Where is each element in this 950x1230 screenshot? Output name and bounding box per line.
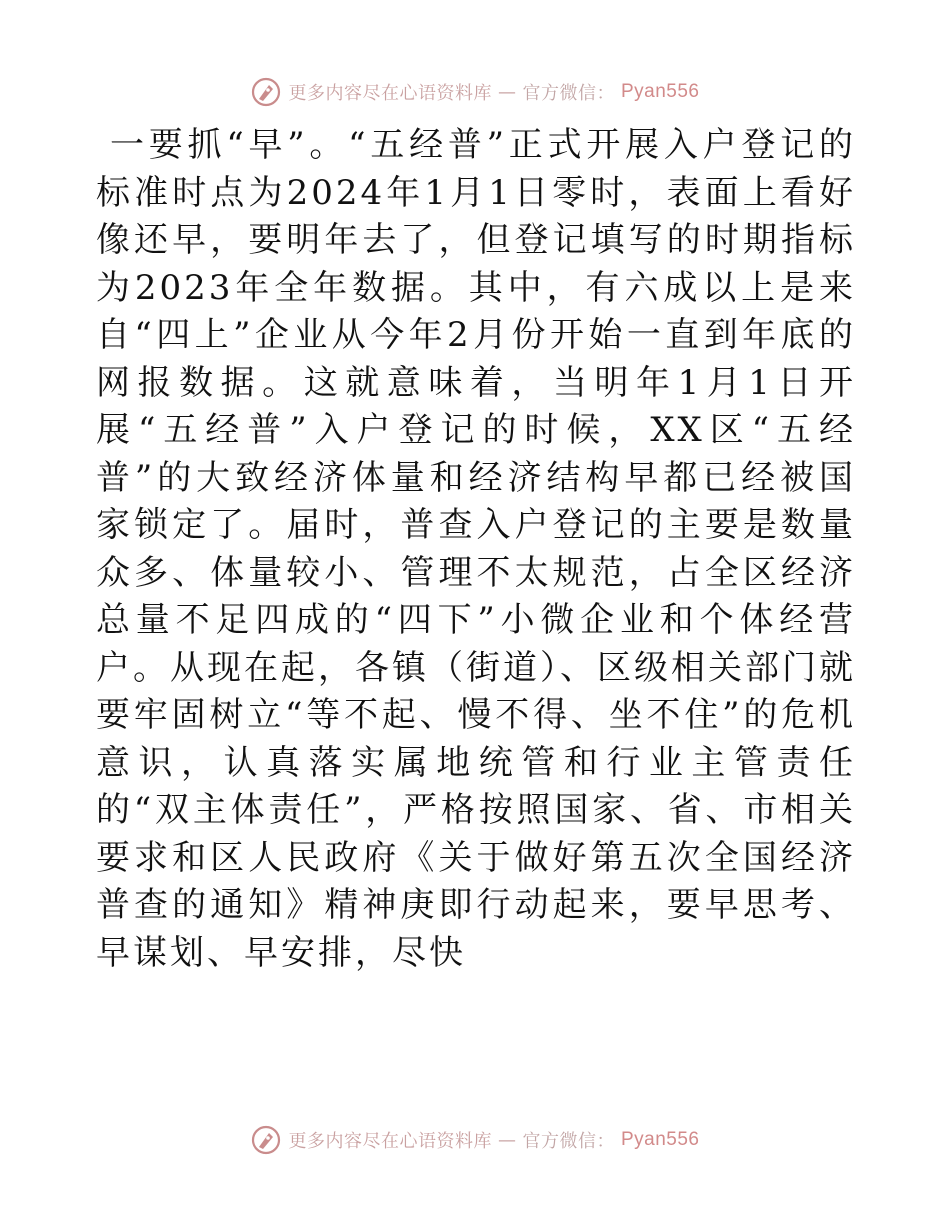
header-watermark (0, 72, 950, 112)
pen-nib-circle-icon (250, 76, 282, 108)
watermark-wechat-label: 官方微信： (522, 1131, 615, 1152)
body-paragraph: 一要抓“早”。“五经普”正式开展入户登记的标准时点为2024年1月1日零时，表面上看好像还早，要明年去了，但登记填写的时期指标为2023年全年数据。其中，有六成以上是来自“四上”企业从今年2月份开始一直到年底的网报数据。这就意味着，当明年1月1日开展“五经普”入户登记的时候，XX区“五经普”的大致经济体量和经济结构早都已经被国家锁定了。届时，普查入户登记的主要是数量众多、体量较小、管理不太规范，占全区经济总量不足四成的“四下”小微企业和个体经营户。从现在起，各镇（街道）、区级相关部门就要牢固树立“等不起、慢不得、坐不住”的危机意识，认真落实属地统管和行业主管责任的“双主体责任”，严格按照国家、省、市相关要求和区人民政府《关于做好第五次全国经济普查的通知》精神庚即行动起来，要早思考、早谋划、早安排，尽快 (96, 125, 856, 973)
watermark-site-text: 更多内容尽在心语资料库 (288, 83, 492, 104)
pen-nib-circle-icon (250, 1124, 282, 1156)
watermark-separator: — (497, 1129, 517, 1151)
document-body (96, 122, 856, 977)
watermark-site-text: 更多内容尽在心语资料库 (288, 1131, 492, 1152)
watermark-wechat-id: Pyan556 (620, 81, 700, 102)
footer-watermark (0, 1120, 950, 1160)
watermark-wechat-label: 官方微信： (522, 83, 615, 104)
watermark-separator: — (497, 81, 517, 103)
watermark-wechat-id: Pyan556 (620, 1129, 700, 1150)
